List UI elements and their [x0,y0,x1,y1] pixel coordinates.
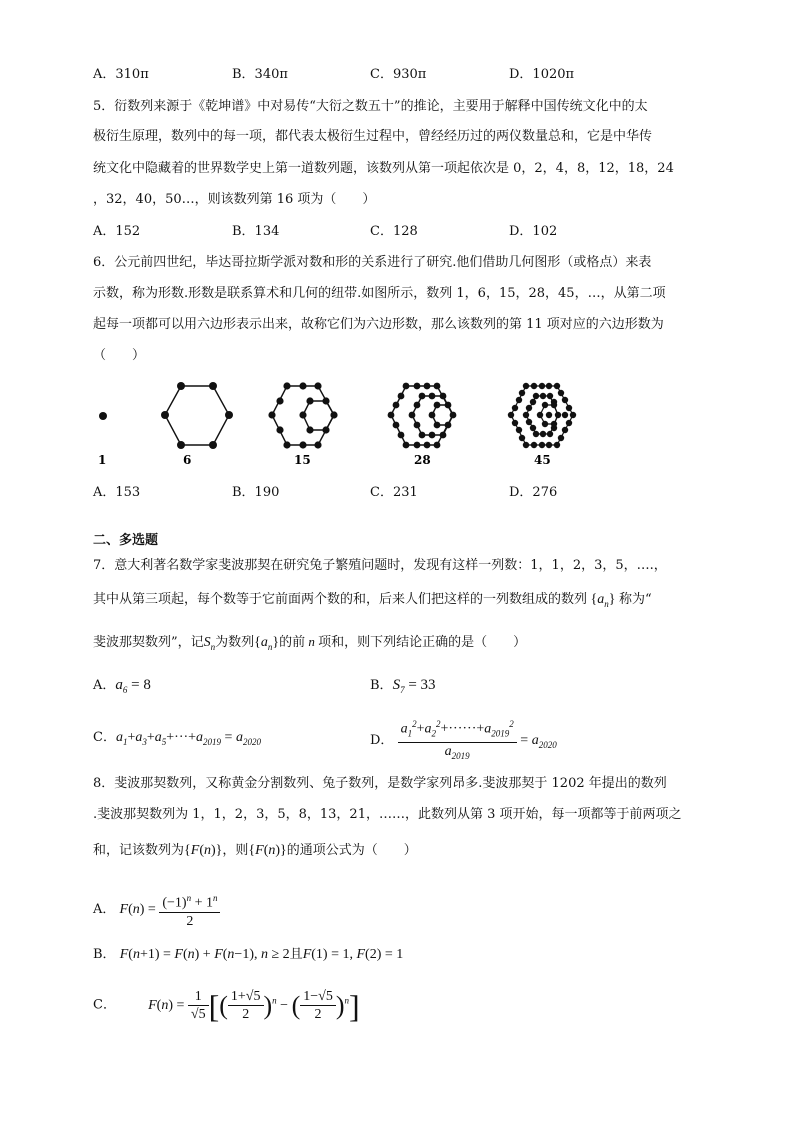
q5-option-c: C．128 [370,224,418,239]
figure-label-45: 45 [534,453,551,467]
hexagon-28 [388,383,457,449]
q6-option-b: B．190 [232,485,280,500]
q7-option-c: C．$a_1+a_3+a_5+\cdot\cdot\cdot+a_{2019} = a_{2020}$ [93,730,261,747]
q5-stem-line-2: 极衍生原理，数列中的每一项，都代表太极衍生过程中，曾经经历过的两仪数量总和，它是中华传 [93,129,653,144]
q5-stem-line-4: ，32，40，50…，则该数列第 16 项为（ ） [93,192,376,207]
q5-option-b: B．134 [232,224,280,239]
q8-option-b: B． F(n+1) = F(n) + F(n−1), n ≥ 2且F(1) = 1, F(2) = 1 [93,947,404,962]
q5-option-d: D．102 [509,224,558,239]
q6-stem-line-1: 6．公元前四世纪，毕达哥拉斯学派对数和形的关系进行了研究.他们借助几何图形（或格点）来表 [93,255,652,270]
q8-stem-line-2: .斐波那契数列为 1，1，2，3，5，8，13，21，……，此数列从第 3 项开始，每一项都等于前两项之 [93,807,682,822]
q8-stem-line-1: 8．斐波那契数列，又称黄金分割数列、兔子数列，是数学家列昂多.斐波那契于 1202 年提出的数列 [93,776,667,791]
q5-stem-line-3: 统文化中隐藏着的世界数学史上第一道数列题，该数列从第一项起依次是 0，2，4，8，12，18，24 [93,161,674,176]
q6-stem-line-3: 起每一项都可以用六边形表示出来，故称它们为六边形数，那么该数列的第 11 项对应的六边形数为 [93,317,664,332]
q6-option-d: D．276 [509,485,558,500]
q4-option-d: D．1020π [509,67,575,82]
q7-stem-line-1: 7．意大利著名数学家斐波那契在研究兔子繁殖问题时，发现有这样一列数：1，1，2，3，5，….， [93,558,667,573]
figure-label-1: 1 [98,453,107,467]
q8-stem-line-3: 和，记该数列为{F(n)}，则{F(n)}的通项公式为（ ） [93,843,417,858]
q8-option-a: A． F(n) = $\frac{(-1)^n + 1^n}{2}$ [93,890,220,930]
q8-option-c: C． F(n) = $\frac{1}{√5}$ [( $\frac{1+√5}{2}$ )$^n$ − ( $\frac{1-√5}{2}$ )$^n$] [93,987,360,1024]
q6-stem-line-2: 示数，称为形数.形数是联系算术和几何的纽带.如图所示，数列 1，6，15，28，45，…，从第二项 [93,286,666,301]
figure-label-15: 15 [294,453,311,467]
q6-stem-line-4: （ ） [93,348,146,363]
hexagon-6 [161,382,233,449]
q7-stem-line-3: 斐波那契数列”，记$S_n$为数列$\{a_n\}$的前 n 项和，则下列结论正确的是（ ） [93,634,527,652]
q5-option-a: A．152 [93,224,141,239]
q7-stem-line-2: 其中从第三项起，每个数等于它前面两个数的和，后来人们把这样的一列数组成的数列 $\{a_n\}$ 称为“ [93,592,652,609]
q7-option-b: B．$S_7 = 33$ [370,677,436,695]
hexagon-15 [268,382,337,448]
q4-option-c: C．930π [370,67,427,82]
q7-option-d: D． $\frac{a_1^2+a_2^2+\cdot\cdot\cdot\cdot\cdot\cdot+a_{2019}^2}{a_{2019}}$ = $a_{2020}$ [370,716,557,765]
figure-label-6: 6 [183,453,192,467]
q6-option-c: C．231 [370,485,418,500]
figure-label-28: 28 [414,453,431,467]
q4-option-a: A．310π [93,67,149,82]
q5-stem-line-1: 5．衍数列来源于《乾坤谱》中对易传“大衍之数五十”的推论，主要用于解释中国传统文化中的太 [93,99,648,114]
section-heading-multiple-choice: 二、多选题 [93,533,159,548]
q7-option-a: A．$a_6 = 8$ [93,677,151,695]
hexagonal-number-figure [88,372,608,472]
q4-option-b: B．340π [232,67,288,82]
q6-option-a: A．153 [93,485,141,500]
figure-dot [99,412,107,420]
hexagon-45 [508,383,576,448]
